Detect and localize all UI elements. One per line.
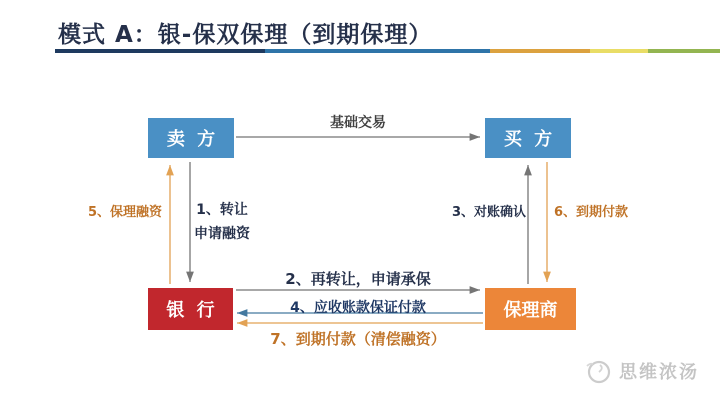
watermark-text: 思维浓汤 [619,362,699,383]
label-step2: 2、再转让，申请承保 [285,270,431,288]
node-factor: 保理商 [485,288,576,330]
label-step4: 4、应收账款保证付款 [290,300,426,316]
node-bank: 银 行 [148,288,233,330]
label-step7: 7、到期付款（清偿融资） [270,330,446,348]
label-step6: 6、到期付款 [554,205,629,220]
soup-bowl-icon [583,356,613,386]
label-step1-line1: 1、转让 [196,202,248,218]
logo-watermark [583,356,699,386]
label-base-trade: 基础交易 [330,115,386,131]
label-step3: 3、对账确认 [452,205,527,220]
page-title: 模式 A：银-保双保理（到期保理） [58,22,433,48]
label-step5: 5、保理融资 [88,205,163,220]
node-buyer: 买 方 [485,118,571,158]
label-step1-line2: 申请融资 [194,226,250,242]
node-seller: 卖 方 [148,118,234,158]
